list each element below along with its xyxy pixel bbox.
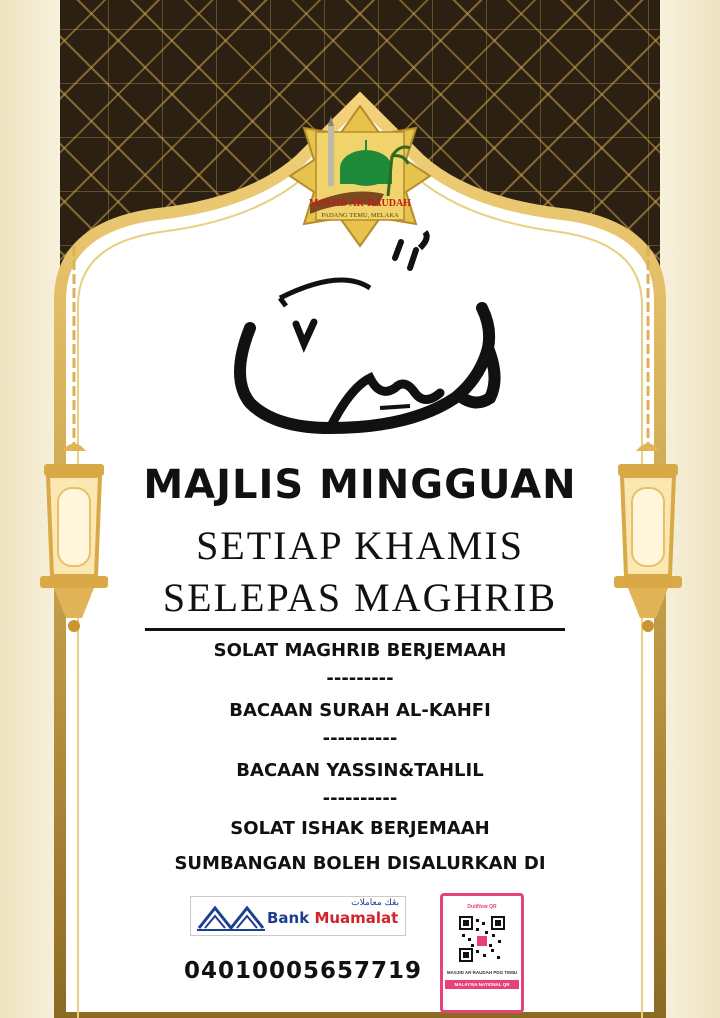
bank-jawi-name: بڠك معاملات xyxy=(351,898,399,908)
qr-footer: MALAYSIA NATIONAL QR xyxy=(445,980,519,989)
activity-separator: ---------- xyxy=(322,728,398,749)
bank-name xyxy=(267,909,398,927)
activity-separator: ---------- xyxy=(322,788,398,809)
bank-muamalat-emblem-icon xyxy=(195,898,267,934)
schedule-day: SETIAP KHAMIS xyxy=(196,523,524,568)
donation-note: SUMBANGAN BOLEH DISALURKAN DI xyxy=(174,853,546,874)
activity-item: SOLAT MAGHRIB BERJEMAAH xyxy=(213,640,507,661)
mosque-logo-icon xyxy=(288,104,432,248)
account-number: 04010005657719 xyxy=(184,958,423,984)
activity-separator: --------- xyxy=(326,668,394,689)
qr-code-icon xyxy=(459,916,505,962)
bank-name-accent: Muamalat xyxy=(314,909,399,927)
page-title: MAJLIS MINGGUAN xyxy=(143,462,577,508)
activity-item: BACAAN SURAH AL-KAHFI xyxy=(229,700,491,721)
mosque-logo xyxy=(288,104,432,248)
bank-name-prefix: Bank xyxy=(267,909,315,927)
bank-logo xyxy=(190,896,406,936)
qr-brand: DuitNow QR xyxy=(467,904,497,910)
schedule-time: SELEPAS MAGHRIB xyxy=(162,575,558,620)
yasin-calligraphy xyxy=(220,228,510,458)
logo-name: MASJID AR-RAUDAH xyxy=(309,198,411,209)
duitnow-qr-card xyxy=(440,893,524,1013)
logo-location: PADANG TEMU, MELAKA xyxy=(321,212,399,219)
activity-item: SOLAT ISHAK BERJEMAAH xyxy=(230,818,490,839)
activity-item: BACAAN YASSIN&TAHLIL xyxy=(236,760,484,781)
qr-merchant-name: MASJID AR RAUDAH PDG TEMU xyxy=(446,970,518,975)
title-divider xyxy=(145,628,565,631)
